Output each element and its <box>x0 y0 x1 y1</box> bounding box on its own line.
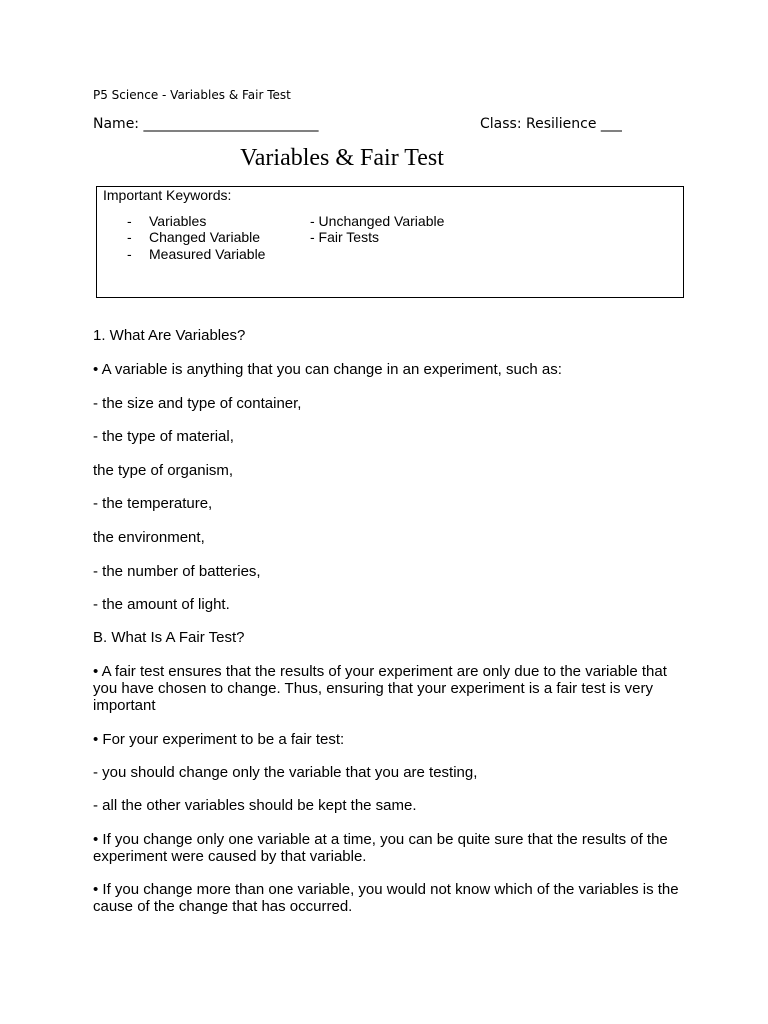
list-item: - you should change only the variable that you are testing, <box>93 764 478 781</box>
list-item: the type of organism, <box>93 462 234 479</box>
bullet-dash: - <box>127 213 132 229</box>
keyword-variables: Variables <box>149 213 207 229</box>
section-heading-variables: 1. What Are Variables? <box>93 327 246 344</box>
paragraph: • If you change only one variable at a time, you can be quite sure that the results of the experiment were caused by that variable. <box>93 831 668 865</box>
class-field-label: Class: Resilience ___ <box>480 116 622 132</box>
paragraph: • A variable is anything that you can change in an experiment, such as: <box>93 361 562 378</box>
keywords-heading: Important Keywords: <box>103 187 232 203</box>
subject-line: P5 Science - Variables & Fair Test <box>93 88 291 102</box>
list-item: - the temperature, <box>93 495 213 512</box>
page-title: Variables & Fair Test <box>240 145 444 171</box>
list-item: - the amount of light. <box>93 596 230 613</box>
bullet-dash: - <box>127 246 132 262</box>
paragraph: • A fair test ensures that the results of your experiment are only due to the variable that you have chosen to change. Thus, ensuring that your experiment is a fair test is very important <box>93 663 667 714</box>
keywords-box <box>96 186 684 298</box>
list-item: - the size and type of container, <box>93 395 302 412</box>
list-item: - the number of batteries, <box>93 563 261 580</box>
list-item: - all the other variables should be kept the same. <box>93 797 417 814</box>
list-item: - the type of material, <box>93 428 234 445</box>
paragraph: • For your experiment to be a fair test: <box>93 731 345 748</box>
list-item: the environment, <box>93 529 205 546</box>
keyword-measured-variable: Measured Variable <box>149 246 266 262</box>
paragraph: • If you change more than one variable, you would not know which of the variables is the cause of the change that has occurred. <box>93 881 679 915</box>
keyword-fair-tests: - Fair Tests <box>310 229 379 245</box>
name-field-label: Name: _________________________ <box>93 116 319 132</box>
section-heading-fair-test: B. What Is A Fair Test? <box>93 629 245 646</box>
keyword-changed-variable: Changed Variable <box>149 229 261 245</box>
bullet-dash: - <box>127 229 132 245</box>
keyword-unchanged-variable: - Unchanged Variable <box>310 213 445 229</box>
